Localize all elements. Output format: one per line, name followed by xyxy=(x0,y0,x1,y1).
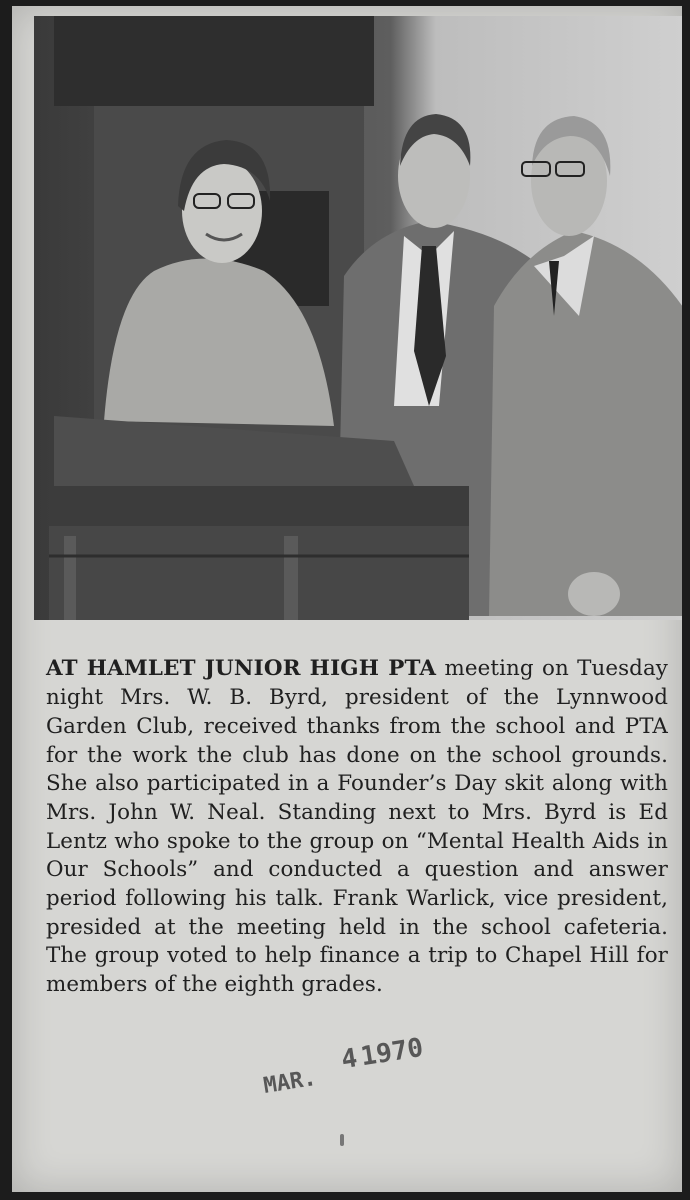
photo-caption xyxy=(46,655,668,999)
stamp-month: MAR. xyxy=(261,1065,319,1099)
news-photo xyxy=(34,16,682,620)
caption-body: meeting on Tuesday night Mrs. W. B. Byrd, president of the Lynnwood Garden Club, received thanks from the school and PTA for the work the club has done on the school grounds. She also participated in a Founder’s Day skit along with Mrs. John W. Neal. Standing next to Mrs. Byrd is Ed Lentz who spoke to the group on “Mental Health Aids in Our Schools” and conducted a question and answer period following his talk. Frank Warlick, vice president, presided at the meeting held in the school cafeteria. The group voted to help finance a trip to Chapel Hill for members of the eighth grades. xyxy=(46,656,668,998)
back-wall-dark xyxy=(54,16,374,106)
date-stamp xyxy=(259,1032,426,1099)
paper-speck xyxy=(340,1134,344,1146)
caption-lead: AT HAMLET JUNIOR HIGH PTA xyxy=(46,656,437,682)
newspaper-clipping xyxy=(12,6,682,1192)
photo-illustration xyxy=(34,16,682,620)
stamp-year: 1970 xyxy=(358,1032,426,1073)
stamp-day: 4 xyxy=(339,1043,360,1076)
